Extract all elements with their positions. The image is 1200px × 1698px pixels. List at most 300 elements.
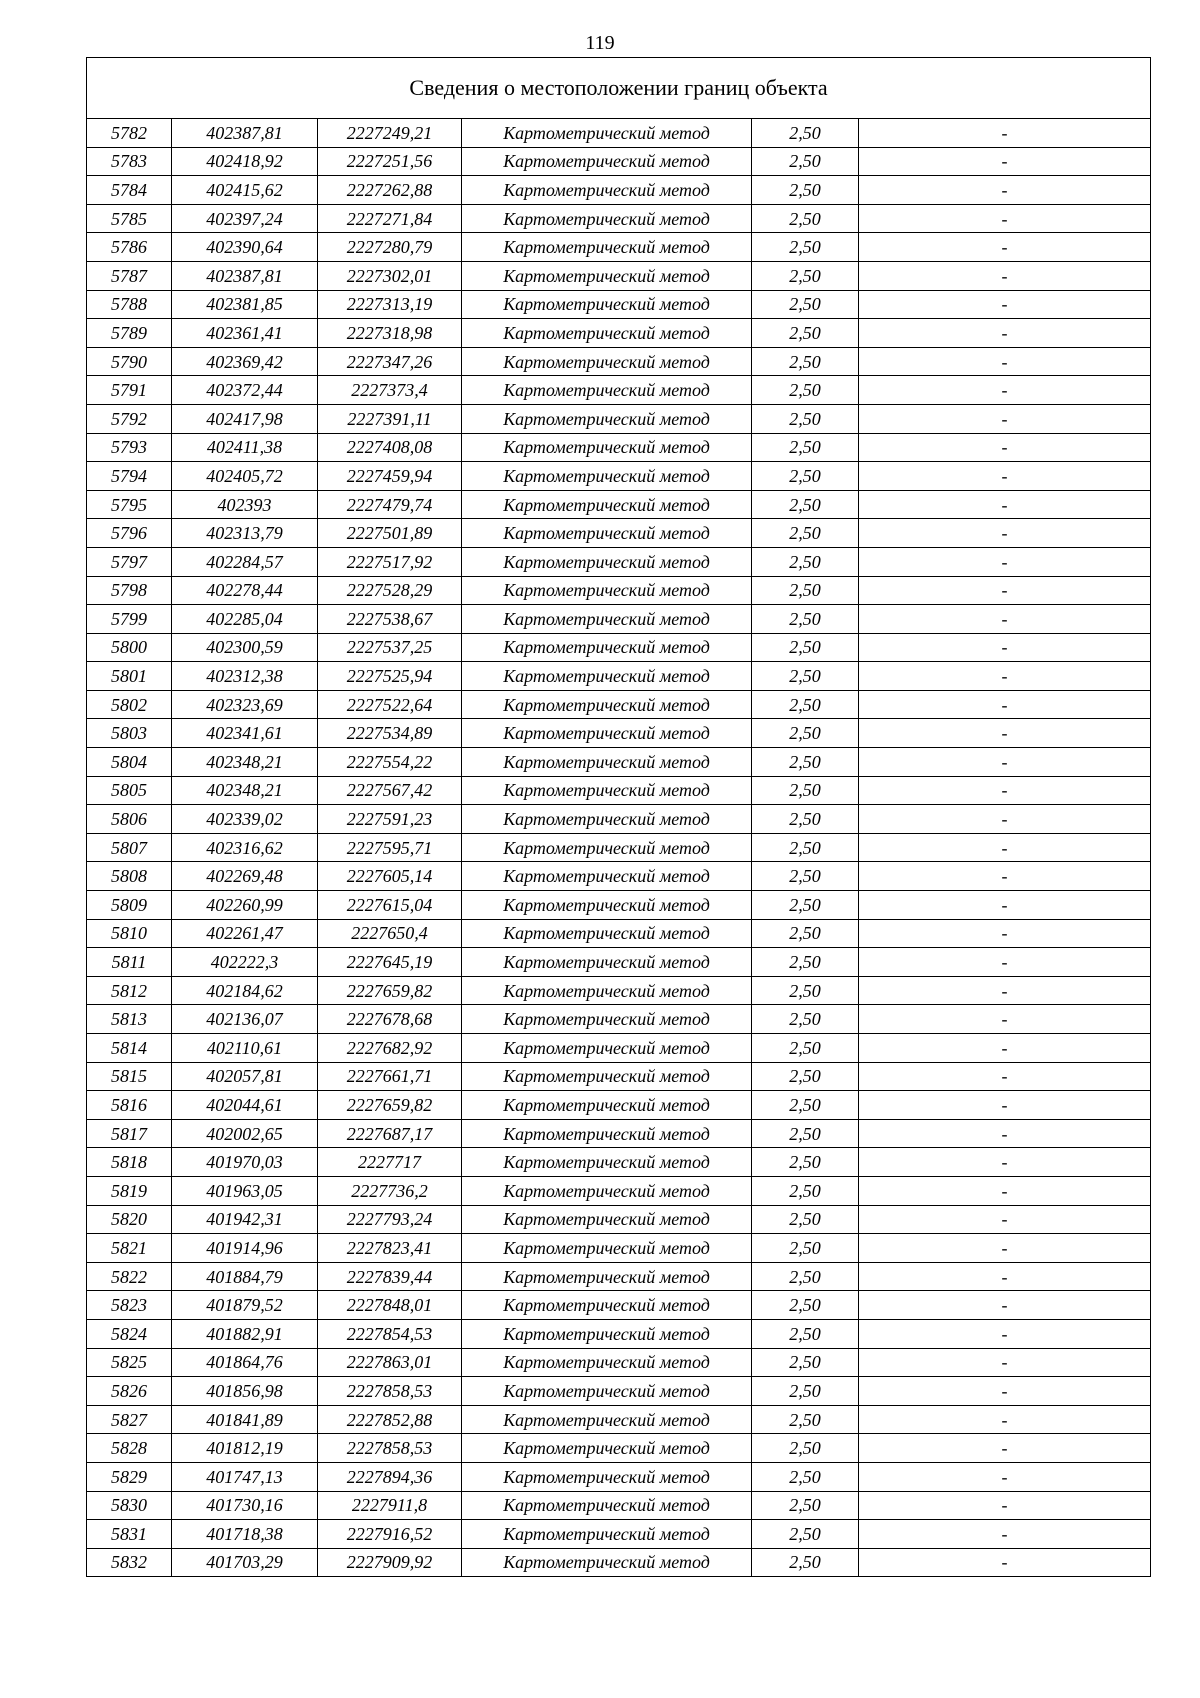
accuracy-cell: 2,50 [752,1405,859,1434]
accuracy-cell: 2,50 [752,233,859,262]
description-cell: - [859,376,1151,405]
point-number-cell: 5789 [87,319,172,348]
method-cell: Картометрический метод [462,404,752,433]
point-number-cell: 5815 [87,1062,172,1091]
y-coordinate-cell: 2227408,08 [318,433,462,462]
accuracy-cell: 2,50 [752,119,859,148]
accuracy-cell: 2,50 [752,433,859,462]
description-cell: - [859,919,1151,948]
method-cell: Картометрический метод [462,176,752,205]
x-coordinate-cell: 401864,76 [172,1348,318,1377]
point-number-cell: 5824 [87,1319,172,1348]
description-cell: - [859,1119,1151,1148]
description-cell: - [859,1462,1151,1491]
description-cell: - [859,347,1151,376]
method-cell: Картометрический метод [462,1548,752,1577]
point-number-cell: 5830 [87,1491,172,1520]
point-number-cell: 5791 [87,376,172,405]
point-number-cell: 5788 [87,290,172,319]
y-coordinate-cell: 2227517,92 [318,547,462,576]
y-coordinate-cell: 2227605,14 [318,862,462,891]
table-row [87,147,1151,176]
method-cell: Картометрический метод [462,1234,752,1263]
x-coordinate-cell: 402415,62 [172,176,318,205]
accuracy-cell: 2,50 [752,176,859,205]
method-cell: Картометрический метод [462,833,752,862]
y-coordinate-cell: 2227717 [318,1148,462,1177]
x-coordinate-cell: 402278,44 [172,576,318,605]
y-coordinate-cell: 2227391,11 [318,404,462,433]
point-number-cell: 5803 [87,719,172,748]
x-coordinate-cell: 402348,21 [172,748,318,777]
accuracy-cell: 2,50 [752,662,859,691]
table-row [87,1319,1151,1348]
point-number-cell: 5822 [87,1262,172,1291]
table-row [87,404,1151,433]
y-coordinate-cell: 2227793,24 [318,1205,462,1234]
method-cell: Картометрический метод [462,547,752,576]
x-coordinate-cell: 402261,47 [172,919,318,948]
accuracy-cell: 2,50 [752,376,859,405]
method-cell: Картометрический метод [462,433,752,462]
y-coordinate-cell: 2227894,36 [318,1462,462,1491]
x-coordinate-cell: 401970,03 [172,1148,318,1177]
page-number: 119 [585,32,615,54]
x-coordinate-cell: 402044,61 [172,1091,318,1120]
point-number-cell: 5827 [87,1405,172,1434]
x-coordinate-cell: 402348,21 [172,776,318,805]
accuracy-cell: 2,50 [752,261,859,290]
table-row [87,1091,1151,1120]
description-cell: - [859,1148,1151,1177]
method-cell: Картометрический метод [462,1319,752,1348]
method-cell: Картометрический метод [462,805,752,834]
description-cell: - [859,1291,1151,1320]
x-coordinate-cell: 402372,44 [172,376,318,405]
y-coordinate-cell: 2227909,92 [318,1548,462,1577]
table-row [87,519,1151,548]
x-coordinate-cell: 402057,81 [172,1062,318,1091]
point-number-cell: 5787 [87,261,172,290]
table-row [87,347,1151,376]
accuracy-cell: 2,50 [752,1548,859,1577]
method-cell: Картометрический метод [462,233,752,262]
accuracy-cell: 2,50 [752,547,859,576]
accuracy-cell: 2,50 [752,1062,859,1091]
x-coordinate-cell: 402222,3 [172,948,318,977]
accuracy-cell: 2,50 [752,1319,859,1348]
description-cell: - [859,290,1151,319]
accuracy-cell: 2,50 [752,519,859,548]
y-coordinate-cell: 2227661,71 [318,1062,462,1091]
method-cell: Картометрический метод [462,719,752,748]
accuracy-cell: 2,50 [752,1520,859,1549]
method-cell: Картометрический метод [462,748,752,777]
method-cell: Картометрический метод [462,1005,752,1034]
point-number-cell: 5807 [87,833,172,862]
method-cell: Картометрический метод [462,776,752,805]
table-row [87,290,1151,319]
x-coordinate-cell: 402260,99 [172,891,318,920]
method-cell: Картометрический метод [462,690,752,719]
y-coordinate-cell: 2227313,19 [318,290,462,319]
y-coordinate-cell: 2227567,42 [318,776,462,805]
y-coordinate-cell: 2227262,88 [318,176,462,205]
method-cell: Картометрический метод [462,1262,752,1291]
accuracy-cell: 2,50 [752,748,859,777]
accuracy-cell: 2,50 [752,862,859,891]
x-coordinate-cell: 401841,89 [172,1405,318,1434]
method-cell: Картометрический метод [462,1348,752,1377]
table-row [87,204,1151,233]
y-coordinate-cell: 2227852,88 [318,1405,462,1434]
description-cell: - [859,805,1151,834]
point-number-cell: 5802 [87,690,172,719]
table-row [87,976,1151,1005]
accuracy-cell: 2,50 [752,1462,859,1491]
accuracy-cell: 2,50 [752,1005,859,1034]
x-coordinate-cell: 402405,72 [172,462,318,491]
method-cell: Картометрический метод [462,1491,752,1520]
accuracy-cell: 2,50 [752,948,859,977]
point-number-cell: 5816 [87,1091,172,1120]
description-cell: - [859,1091,1151,1120]
accuracy-cell: 2,50 [752,147,859,176]
table-title-row [87,58,1151,119]
point-number-cell: 5786 [87,233,172,262]
description-cell: - [859,1348,1151,1377]
table-row [87,948,1151,977]
method-cell: Картометрический метод [462,862,752,891]
x-coordinate-cell: 401879,52 [172,1291,318,1320]
table-row [87,1348,1151,1377]
table-row [87,1062,1151,1091]
description-cell: - [859,1491,1151,1520]
y-coordinate-cell: 2227650,4 [318,919,462,948]
method-cell: Картометрический метод [462,347,752,376]
table-row [87,891,1151,920]
method-cell: Картометрический метод [462,261,752,290]
table-row [87,1148,1151,1177]
point-number-cell: 5829 [87,1462,172,1491]
y-coordinate-cell: 2227687,17 [318,1119,462,1148]
description-cell: - [859,433,1151,462]
table-row [87,319,1151,348]
y-coordinate-cell: 2227554,22 [318,748,462,777]
point-number-cell: 5783 [87,147,172,176]
description-cell: - [859,147,1151,176]
x-coordinate-cell: 401884,79 [172,1262,318,1291]
table-row [87,605,1151,634]
accuracy-cell: 2,50 [752,833,859,862]
accuracy-cell: 2,50 [752,1377,859,1406]
point-number-cell: 5808 [87,862,172,891]
point-number-cell: 5809 [87,891,172,920]
accuracy-cell: 2,50 [752,1234,859,1263]
table-row [87,805,1151,834]
point-number-cell: 5800 [87,633,172,662]
y-coordinate-cell: 2227615,04 [318,891,462,920]
accuracy-cell: 2,50 [752,1205,859,1234]
accuracy-cell: 2,50 [752,1119,859,1148]
y-coordinate-cell: 2227280,79 [318,233,462,262]
description-cell: - [859,1205,1151,1234]
method-cell: Картометрический метод [462,919,752,948]
x-coordinate-cell: 402390,64 [172,233,318,262]
description-cell: - [859,176,1151,205]
y-coordinate-cell: 2227537,25 [318,633,462,662]
method-cell: Картометрический метод [462,976,752,1005]
point-number-cell: 5798 [87,576,172,605]
description-cell: - [859,1262,1151,1291]
method-cell: Картометрический метод [462,1148,752,1177]
y-coordinate-cell: 2227823,41 [318,1234,462,1263]
description-cell: - [859,719,1151,748]
x-coordinate-cell: 402110,61 [172,1034,318,1063]
table-body [87,58,1151,1577]
x-coordinate-cell: 402339,02 [172,805,318,834]
table-row [87,862,1151,891]
y-coordinate-cell: 2227645,19 [318,948,462,977]
description-cell: - [859,690,1151,719]
method-cell: Картометрический метод [462,633,752,662]
table-row [87,1520,1151,1549]
point-number-cell: 5832 [87,1548,172,1577]
description-cell: - [859,1034,1151,1063]
point-number-cell: 5828 [87,1434,172,1463]
accuracy-cell: 2,50 [752,204,859,233]
x-coordinate-cell: 401812,19 [172,1434,318,1463]
point-number-cell: 5810 [87,919,172,948]
description-cell: - [859,576,1151,605]
point-number-cell: 5805 [87,776,172,805]
x-coordinate-cell: 402387,81 [172,261,318,290]
x-coordinate-cell: 402269,48 [172,862,318,891]
x-coordinate-cell: 401942,31 [172,1205,318,1234]
point-number-cell: 5792 [87,404,172,433]
description-cell: - [859,976,1151,1005]
y-coordinate-cell: 2227848,01 [318,1291,462,1320]
accuracy-cell: 2,50 [752,462,859,491]
x-coordinate-cell: 402411,38 [172,433,318,462]
y-coordinate-cell: 2227459,94 [318,462,462,491]
point-number-cell: 5812 [87,976,172,1005]
point-number-cell: 5825 [87,1348,172,1377]
accuracy-cell: 2,50 [752,290,859,319]
y-coordinate-cell: 2227839,44 [318,1262,462,1291]
description-cell: - [859,1434,1151,1463]
point-number-cell: 5799 [87,605,172,634]
point-number-cell: 5801 [87,662,172,691]
description-cell: - [859,833,1151,862]
table-row [87,919,1151,948]
point-number-cell: 5819 [87,1176,172,1205]
method-cell: Картометрический метод [462,1291,752,1320]
description-cell: - [859,204,1151,233]
table-row [87,176,1151,205]
y-coordinate-cell: 2227318,98 [318,319,462,348]
table-row [87,547,1151,576]
point-number-cell: 5813 [87,1005,172,1034]
x-coordinate-cell: 401882,91 [172,1319,318,1348]
description-cell: - [859,948,1151,977]
point-number-cell: 5785 [87,204,172,233]
y-coordinate-cell: 2227528,29 [318,576,462,605]
point-number-cell: 5782 [87,119,172,148]
accuracy-cell: 2,50 [752,404,859,433]
table-row [87,1262,1151,1291]
table-row [87,576,1151,605]
accuracy-cell: 2,50 [752,690,859,719]
x-coordinate-cell: 401703,29 [172,1548,318,1577]
accuracy-cell: 2,50 [752,891,859,920]
x-coordinate-cell: 401730,16 [172,1491,318,1520]
description-cell: - [859,633,1151,662]
description-cell: - [859,119,1151,148]
description-cell: - [859,1520,1151,1549]
y-coordinate-cell: 2227858,53 [318,1377,462,1406]
y-coordinate-cell: 2227271,84 [318,204,462,233]
accuracy-cell: 2,50 [752,919,859,948]
table-row [87,662,1151,691]
y-coordinate-cell: 2227916,52 [318,1520,462,1549]
y-coordinate-cell: 2227736,2 [318,1176,462,1205]
method-cell: Картометрический метод [462,290,752,319]
method-cell: Картометрический метод [462,519,752,548]
y-coordinate-cell: 2227251,56 [318,147,462,176]
method-cell: Картометрический метод [462,1176,752,1205]
y-coordinate-cell: 2227595,71 [318,833,462,862]
table-row [87,1005,1151,1034]
y-coordinate-cell: 2227854,53 [318,1319,462,1348]
y-coordinate-cell: 2227538,67 [318,605,462,634]
y-coordinate-cell: 2227534,89 [318,719,462,748]
table-row [87,1234,1151,1263]
accuracy-cell: 2,50 [752,1348,859,1377]
x-coordinate-cell: 402184,62 [172,976,318,1005]
description-cell: - [859,605,1151,634]
point-number-cell: 5784 [87,176,172,205]
y-coordinate-cell: 2227911,8 [318,1491,462,1520]
table-row [87,1119,1151,1148]
table-row [87,1491,1151,1520]
table-row [87,1034,1151,1063]
point-number-cell: 5793 [87,433,172,462]
point-number-cell: 5821 [87,1234,172,1263]
method-cell: Картометрический метод [462,948,752,977]
table-row [87,633,1151,662]
method-cell: Картометрический метод [462,1377,752,1406]
x-coordinate-cell: 402284,57 [172,547,318,576]
method-cell: Картометрический метод [462,1462,752,1491]
y-coordinate-cell: 2227858,53 [318,1434,462,1463]
point-number-cell: 5818 [87,1148,172,1177]
accuracy-cell: 2,50 [752,776,859,805]
description-cell: - [859,1319,1151,1348]
table-row [87,261,1151,290]
accuracy-cell: 2,50 [752,1291,859,1320]
description-cell: - [859,490,1151,519]
table-row [87,233,1151,262]
description-cell: - [859,1377,1151,1406]
accuracy-cell: 2,50 [752,1262,859,1291]
method-cell: Картометрический метод [462,119,752,148]
y-coordinate-cell: 2227347,26 [318,347,462,376]
table-row [87,776,1151,805]
description-cell: - [859,1005,1151,1034]
table-title: Сведения о местоположении границ объекта [87,58,1151,119]
table-row [87,719,1151,748]
accuracy-cell: 2,50 [752,633,859,662]
description-cell: - [859,1176,1151,1205]
method-cell: Картометрический метод [462,204,752,233]
x-coordinate-cell: 402323,69 [172,690,318,719]
table-row [87,1377,1151,1406]
x-coordinate-cell: 401963,05 [172,1176,318,1205]
description-cell: - [859,748,1151,777]
table-row [87,1405,1151,1434]
point-number-cell: 5790 [87,347,172,376]
point-number-cell: 5797 [87,547,172,576]
y-coordinate-cell: 2227659,82 [318,1091,462,1120]
y-coordinate-cell: 2227522,64 [318,690,462,719]
point-number-cell: 5814 [87,1034,172,1063]
accuracy-cell: 2,50 [752,319,859,348]
x-coordinate-cell: 402418,92 [172,147,318,176]
point-number-cell: 5823 [87,1291,172,1320]
description-cell: - [859,891,1151,920]
point-number-cell: 5806 [87,805,172,834]
method-cell: Картометрический метод [462,1062,752,1091]
point-number-cell: 5817 [87,1119,172,1148]
boundary-coordinates-table [86,57,1151,1577]
accuracy-cell: 2,50 [752,1176,859,1205]
table-row [87,433,1151,462]
x-coordinate-cell: 402316,62 [172,833,318,862]
point-number-cell: 5794 [87,462,172,491]
method-cell: Картометрический метод [462,319,752,348]
description-cell: - [859,233,1151,262]
description-cell: - [859,1062,1151,1091]
method-cell: Картометрический метод [462,605,752,634]
description-cell: - [859,404,1151,433]
table-row [87,1291,1151,1320]
method-cell: Картометрический метод [462,1520,752,1549]
description-cell: - [859,1405,1151,1434]
point-number-cell: 5820 [87,1205,172,1234]
accuracy-cell: 2,50 [752,1434,859,1463]
method-cell: Картометрический метод [462,1119,752,1148]
table-row [87,1462,1151,1491]
y-coordinate-cell: 2227302,01 [318,261,462,290]
x-coordinate-cell: 402393 [172,490,318,519]
description-cell: - [859,261,1151,290]
point-number-cell: 5826 [87,1377,172,1406]
x-coordinate-cell: 402361,41 [172,319,318,348]
method-cell: Картометрический метод [462,662,752,691]
description-cell: - [859,662,1151,691]
table-row [87,690,1151,719]
x-coordinate-cell: 402369,42 [172,347,318,376]
y-coordinate-cell: 2227249,21 [318,119,462,148]
method-cell: Картометрический метод [462,147,752,176]
y-coordinate-cell: 2227591,23 [318,805,462,834]
point-number-cell: 5831 [87,1520,172,1549]
x-coordinate-cell: 402312,38 [172,662,318,691]
x-coordinate-cell: 402285,04 [172,605,318,634]
accuracy-cell: 2,50 [752,1034,859,1063]
x-coordinate-cell: 402136,07 [172,1005,318,1034]
